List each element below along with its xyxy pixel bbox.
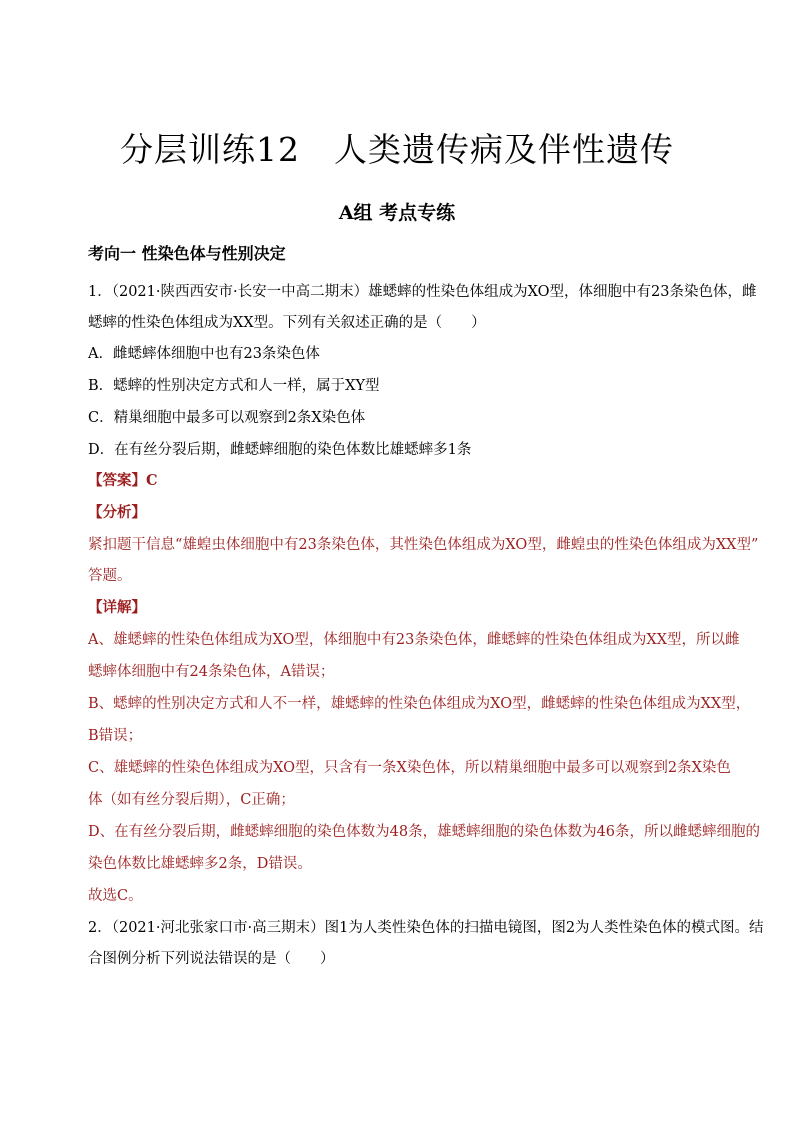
- q1-detail-b: B、蟋蟀的性别决定方式和人不一样，雄蟋蟀的性染色体组成为XO型，雌蟋蟀的性染色体组成为XX型，: [88, 696, 751, 712]
- q1-detail-label: 【详解】: [88, 599, 146, 616]
- q2-stem-line: 合图例分析下列说法错误的是（ ）: [88, 951, 335, 967]
- section-heading: 考向一 性染色体与性别决定: [88, 244, 286, 263]
- q1-detail-c: 体（如有丝分裂后期），C正确；: [88, 792, 295, 808]
- page-title: 分层训练12 人类遗传病及伴性遗传: [120, 130, 674, 169]
- q1-detail-d: 染色体数比雄蟋蟀多2条，D错误。: [88, 856, 312, 872]
- q1-option-b: B．蟋蟀的性别决定方式和人一样，属于XY型: [88, 378, 380, 394]
- q1-option-c: C．精巢细胞中最多可以观察到2条X染色体: [88, 410, 366, 426]
- q1-detail-b: B错误；: [88, 728, 143, 744]
- q1-answer: 【答案】C: [88, 472, 158, 489]
- q1-analysis-line: 答题。: [88, 568, 132, 584]
- q1-detail-d: D、在有丝分裂后期，雌蟋蟀细胞的染色体数为48条，雄蟋蟀细胞的染色体数为46条，所以雌蟋蟀细胞的: [88, 824, 761, 840]
- q2-stem-line: 2．（2021·河北张家口市·高三期末）图1为人类性染色体的扫描电镜图，图2为人类性染色体的模式图。结: [88, 920, 764, 936]
- q1-analysis-label: 【分析】: [88, 504, 146, 521]
- q1-detail-c: C、雄蟋蟀的性染色体组成为XO型，只含有一条X染色体，所以精巢细胞中最多可以观察到2条X染色: [88, 760, 731, 776]
- q1-detail-a: A、雄蟋蟀的性染色体组成为XO型，体细胞中有23条染色体，雌蟋蟀的性染色体组成为XX型，所以雌: [88, 632, 740, 648]
- q1-conclusion: 故选C。: [88, 888, 143, 904]
- q1-stem-line: 蟋蟀的性染色体组成为XX型。下列有关叙述正确的是（ ）: [88, 315, 486, 331]
- q1-analysis-line: 紧扣题干信息“雄蝗虫体细胞中有23条染色体，其性染色体组成为XO型，雌蝗虫的性染色体组成为XX型”: [88, 537, 759, 553]
- q1-detail-a: 蟋蟀体细胞中有24条染色体，A错误；: [88, 664, 335, 680]
- q1-option-a: A．雌蟋蟀体细胞中也有23条染色体: [88, 346, 320, 362]
- q1-option-d: D．在有丝分裂后期，雌蟋蟀细胞的染色体数比雄蟋蟀多1条: [88, 442, 472, 458]
- q1-stem-line: 1．（2021·陕西西安市·长安一中高二期末）雄蟋蟀的性染色体组成为XO型，体细胞中有23条染色体，雌: [88, 284, 757, 300]
- group-subtitle: A组 考点专练: [338, 202, 456, 224]
